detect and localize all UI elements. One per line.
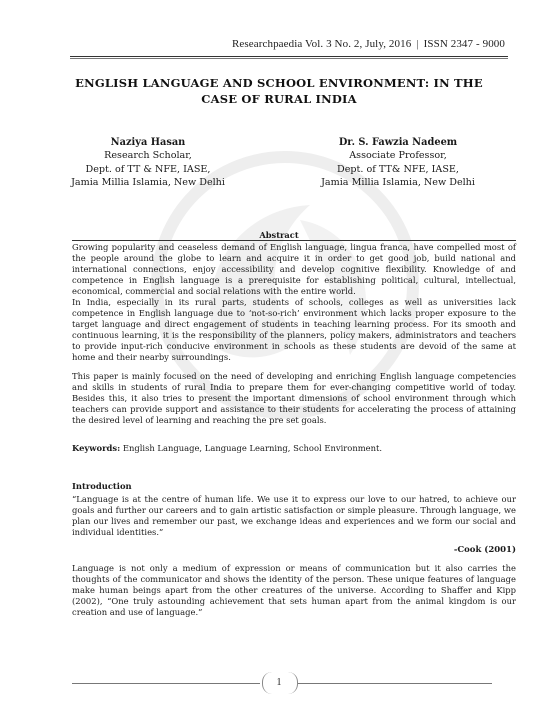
page-number: 1 — [276, 677, 282, 688]
abstract-rule — [72, 240, 516, 241]
author-block-1 — [48, 136, 248, 189]
abstract-paragraph-2: In India, especially in its rural parts, students of schools, colleges as well as universities lack competence in English language due to ‘not-so-rich’ environment which lacks proper exposure to the target language and direct engagement of students in teaching learning process. For its smooth and continuous learning, it is the responsibility of the planners, policy makers, administrators and teachers to provide input-rich conducive environment in schools as these students are devoid of the same at home and their nearby surroundings. — [72, 297, 516, 362]
keywords-list: English Language, Language Learning, School Environment. — [122, 443, 383, 453]
keywords-label: Keywords: — [72, 443, 121, 453]
quote-source: -Cook (2001) — [453, 545, 516, 555]
introduction-heading: Introduction — [72, 481, 132, 491]
intro-quote: “Language is at the centre of human life. We use it to express our love to our hatred, to achieve our goals and further our careers and to gain artistic satisfaction or simple pleasure. Through language, we plan our lives and remember our past, we exchange ideas and experiences and we form our social and individual identities.” — [72, 494, 516, 537]
abstract-paragraph-1: Growing popularity and ceaseless demand of English language, lingua franca, have compelled most of the people around the globe to learn and acquire it in order to get good job, build national and international connections, enjoy accessibility and develop cognitive flexibility. Knowledge of and competence in English language is a prerequisite for establishing political, cultural, intellectual, economical, commercial and social relations with the entire world. — [72, 242, 516, 296]
header-separator: | — [416, 38, 419, 50]
paper-title: ENGLISH LANGUAGE AND SCHOOL ENVIRONMENT: IN THE CASE OF RURAL INDIA — [75, 76, 483, 106]
author-block-2 — [298, 136, 498, 189]
footer-rule-left — [72, 683, 260, 684]
abstract-paragraph-3: This paper is mainly focused on the need of developing and enriching English language competencies and skills in students of rural India to prepare them for ever-changing competitive world of today. Besides this, it also tries to present the important dimensions of school environment through which teachers can provide support and assistance to their students for accelerating the process of attaining the desired level of learning and reaching the pre set goals. — [72, 371, 516, 425]
issn: ISSN 2347 - 9000 — [423, 38, 505, 50]
author-role: Research Scholar, — [104, 150, 192, 162]
journal-citation: Researchpaedia Vol. 3 No. 2, July, 2016 — [231, 38, 412, 50]
header-rule-secondary — [70, 58, 508, 59]
header-rule — [70, 56, 508, 57]
footer-rule-right — [298, 683, 492, 684]
author-name: Naziya Hasan — [110, 137, 186, 148]
journal-header — [232, 38, 505, 50]
author-institution: Jamia Millia Islamia, New Delhi — [71, 176, 225, 188]
author-dept: Dept. of TT& NFE, IASE, — [337, 163, 459, 175]
abstract-heading: Abstract — [259, 230, 299, 240]
author-dept: Dept. of TT & NFE, IASE, — [85, 163, 211, 175]
author-institution: Jamia Millia Islamia, New Delhi — [321, 176, 475, 188]
intro-paragraph: Language is not only a medium of expression or means of communication but it also carries the thoughts of the communicator and shows the identity of the person. These unique features of language make human beings apart from the other creatures of the universe. According to Shaffer and Kipp (2002), “One truly astounding achievement that sets human apart from the animal kingdom is our creation and use of language.” — [72, 563, 516, 617]
author-name: Dr. S. Fawzia Nadeem — [338, 137, 458, 148]
author-role: Associate Professor, — [349, 150, 447, 162]
keywords-line — [72, 443, 516, 454]
